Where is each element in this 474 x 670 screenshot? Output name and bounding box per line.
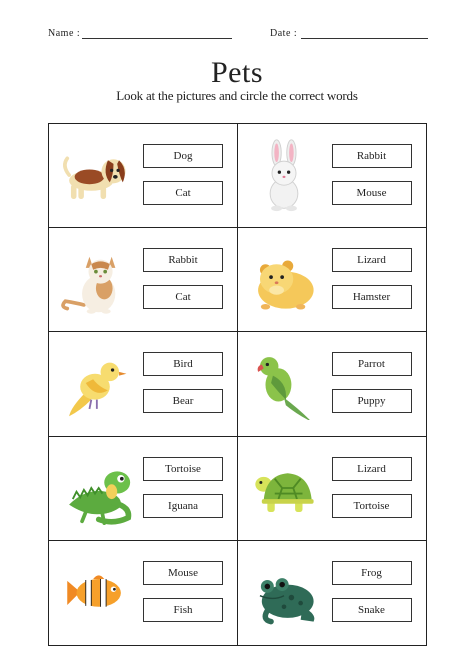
pet-cell-rabbit bbox=[238, 124, 427, 228]
answer-option[interactable]: Hamster bbox=[332, 285, 412, 309]
tortoise-icon bbox=[246, 451, 322, 525]
answer-option[interactable]: Mouse bbox=[332, 181, 412, 205]
answer-option[interactable]: Tortoise bbox=[332, 494, 412, 518]
pet-cell-bird bbox=[49, 332, 238, 436]
worksheet-instructions: Look at the pictures and circle the correct words bbox=[116, 88, 358, 103]
fish-icon bbox=[57, 555, 133, 629]
frog-icon bbox=[246, 555, 322, 629]
worksheet-title: Pets bbox=[210, 56, 263, 89]
answer-option[interactable]: Iguana bbox=[143, 494, 223, 518]
answer-option[interactable]: Frog bbox=[332, 561, 412, 585]
answer-option[interactable]: Tortoise bbox=[143, 457, 223, 481]
answer-option[interactable]: Rabbit bbox=[332, 144, 412, 168]
answer-option[interactable]: Lizard bbox=[332, 248, 412, 272]
pet-cell-parrot bbox=[238, 332, 427, 436]
date-label: Date : bbox=[270, 28, 298, 39]
answer-option[interactable]: Lizard bbox=[332, 457, 412, 481]
answer-option[interactable]: Dog bbox=[143, 144, 223, 168]
pet-cell-cat bbox=[49, 228, 238, 332]
answer-option[interactable]: Parrot bbox=[332, 352, 412, 376]
hamster-icon bbox=[246, 242, 322, 316]
pet-cell-frog bbox=[238, 541, 427, 645]
pet-cell-iguana bbox=[49, 437, 238, 541]
pets-grid bbox=[48, 123, 427, 646]
pet-cell-dog bbox=[49, 124, 238, 228]
cat-icon bbox=[57, 242, 133, 316]
header-row bbox=[0, 26, 474, 42]
bird-icon bbox=[57, 346, 133, 420]
pet-cell-fish bbox=[49, 541, 238, 645]
name-label: Name : bbox=[48, 28, 81, 39]
iguana-icon bbox=[57, 451, 133, 525]
answer-option[interactable]: Rabbit bbox=[143, 248, 223, 272]
answer-option[interactable]: Fish bbox=[143, 598, 223, 622]
answer-option[interactable]: Mouse bbox=[143, 561, 223, 585]
rabbit-icon bbox=[246, 138, 322, 212]
name-line[interactable] bbox=[82, 38, 232, 39]
answer-option[interactable]: Cat bbox=[143, 285, 223, 309]
pet-cell-hamster bbox=[238, 228, 427, 332]
answer-option[interactable]: Cat bbox=[143, 181, 223, 205]
pet-cell-tortoise bbox=[238, 437, 427, 541]
answer-option[interactable]: Bear bbox=[143, 389, 223, 413]
parrot-icon bbox=[246, 346, 322, 420]
answer-option[interactable]: Puppy bbox=[332, 389, 412, 413]
answer-option[interactable]: Snake bbox=[332, 598, 412, 622]
dog-icon bbox=[57, 138, 133, 212]
answer-option[interactable]: Bird bbox=[143, 352, 223, 376]
date-line[interactable] bbox=[301, 38, 428, 39]
